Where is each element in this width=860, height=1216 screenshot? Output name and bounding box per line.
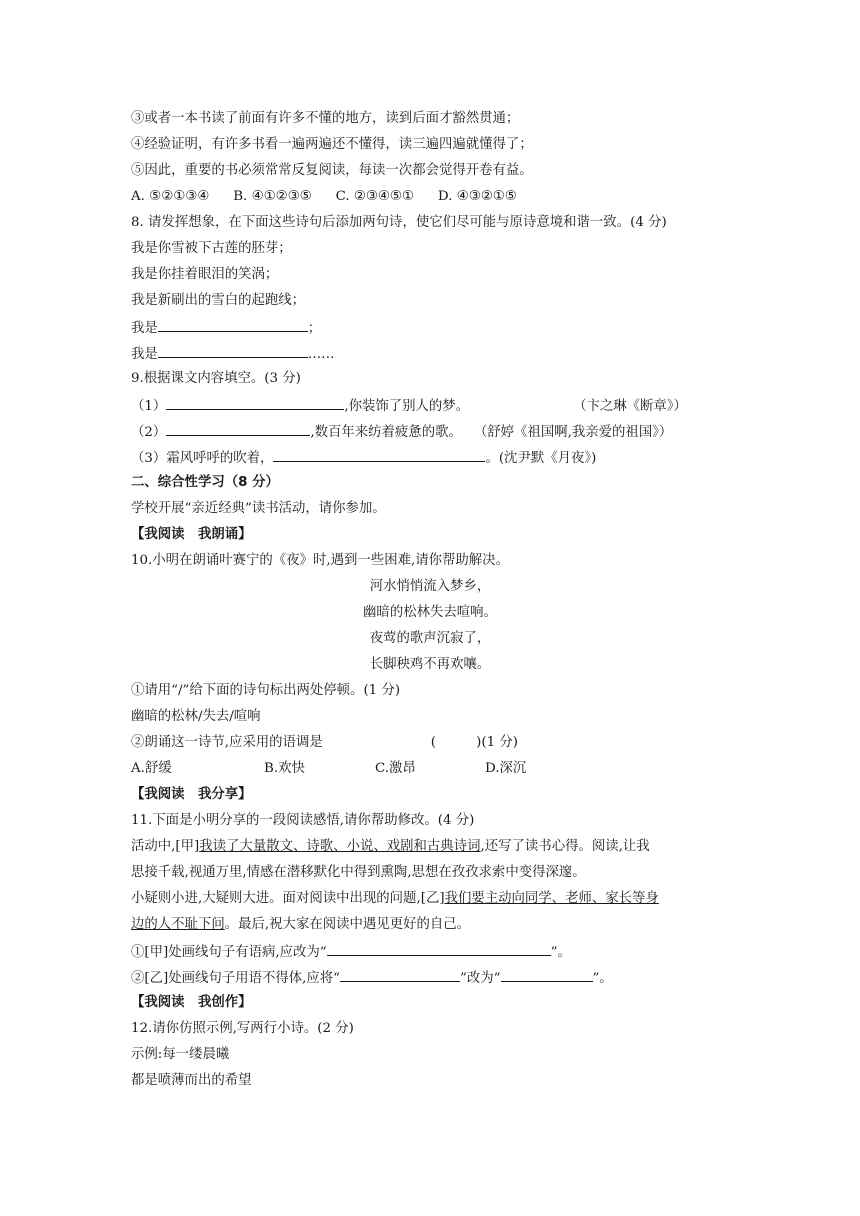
- q8-blank-line-2: 我是 ……: [131, 343, 335, 363]
- q8-prompt: 8. 请发挥想象，在下面这些诗句后添加两句诗，使它们尽可能与原诗意境和谐一致。(4 分): [131, 215, 667, 230]
- q7-option-b: B. ④①②③⑤: [233, 189, 312, 204]
- q11-passage-line-4: 边的人不耻下问。最后,祝大家在阅读中遇见更好的自己。: [131, 917, 471, 932]
- q12-example-line-2: 都是喷薄而出的希望: [131, 1073, 252, 1088]
- q10-poem-line-2: 幽暗的松林失去喧响。: [363, 605, 497, 620]
- q7-sentence-3: ③或者一本书读了前面有许多不懂的地方，读到后面才豁然贯通；: [131, 111, 520, 126]
- q8-blank-line-1: 我是 ；: [131, 317, 321, 337]
- q10-options: [131, 759, 526, 779]
- q9-answer-blank-2[interactable]: [166, 421, 310, 436]
- q10-option-b: B.欢快: [264, 761, 305, 776]
- subheading-read-share: 【我阅读 我分享】: [131, 787, 252, 802]
- q7-sentence-4: ④经验证明，有许多书看一遍两遍还不懂得，读三遍四遍就懂得了；: [131, 137, 533, 152]
- q11-passage-line-2: 思接千载,视通万里,情感在潜移默化中得到熏陶,思想在孜孜求索中变得深邃。: [131, 865, 586, 880]
- q11-passage-line-1: 活动中,[甲]我读了大量散文、诗歌、小说、戏剧和古典诗词,还写了读书心得。阅读,让我: [131, 839, 650, 854]
- q11-prompt: 11.下面是小明分享的一段阅读感悟,请你帮助修改。(4 分): [131, 813, 475, 828]
- q10-poem-line-4: 长脚秧鸡不再欢嚷。: [369, 657, 491, 672]
- q7-sentence-5: ⑤因此，重要的书必须常常反复阅读，每读一次都会觉得开卷有益。: [131, 163, 533, 178]
- q10-option-c: C.激昂: [375, 761, 416, 776]
- q12-example-line-1: 示例:每一缕晨曦: [131, 1047, 230, 1062]
- q11-task-2: ②[乙]处画线句子用语不得体,应将“ ”改为“ ”。: [131, 967, 613, 987]
- q10-task-1: ①请用“/”给下面的诗句标出两处停顿。(1 分): [131, 683, 401, 698]
- q10-poem-line-1: 河水悄悄流入梦乡，: [369, 579, 491, 594]
- q12-prompt: 12.请你仿照示例,写两行小诗。(2 分): [131, 1021, 354, 1036]
- q7-options: [131, 187, 517, 207]
- q7-option-a: A. ⑤②①③④: [131, 189, 210, 204]
- q9-source-2: （舒婷《祖国啊,我亲爱的祖国》）: [473, 425, 673, 440]
- q11-answer-blank-2[interactable]: [340, 967, 460, 982]
- q9-item-2: （2） ,数百年来纺着疲惫的歌。 （舒婷《祖国啊,我亲爱的祖国》）: [131, 421, 672, 441]
- q11-passage-line-3: 小疑则小进,大疑则大进。面对阅读中出现的问题,[乙]我们要主动向同学、老师、家长等身: [131, 891, 659, 906]
- q10-option-d: D.深沉: [485, 761, 527, 776]
- section-2-heading: 二、综合性学习（8 分）: [131, 475, 279, 490]
- q11-underlined-jia: 我读了大量散文、诗歌、小说、戏剧和古典诗词: [199, 839, 481, 854]
- q10-task-2: ②朗诵这一诗节,应采用的语调是 ( )(1 分): [131, 735, 518, 750]
- q7-option-d: D. ④③②①⑤: [437, 189, 517, 204]
- q7-option-c: C. ②③④⑤①: [335, 189, 414, 204]
- q8-poem-line-2: 我是你挂着眼泪的笑涡；: [131, 267, 279, 282]
- q10-option-a: A.舒缓: [131, 761, 172, 776]
- q8-answer-blank-1[interactable]: [158, 317, 308, 332]
- q10-answer-paren[interactable]: ( )(1 分): [430, 735, 518, 750]
- section-2-intro: 学校开展“亲近经典”读书活动，请你参加。: [131, 501, 386, 516]
- q11-underlined-yi-part-2: 边的人不耻下问: [131, 917, 225, 932]
- q11-answer-blank-3[interactable]: [501, 967, 593, 982]
- q10-task-1-answer: 幽暗的松林/失去/喧响: [131, 709, 261, 724]
- q8-answer-blank-2[interactable]: [158, 343, 308, 358]
- subheading-read-recite: 【我阅读 我朗诵】: [131, 527, 252, 542]
- q11-answer-blank-1[interactable]: [327, 941, 551, 956]
- q11-underlined-yi-part-1: 我们要主动向同学、老师、家长等身: [444, 891, 659, 906]
- q8-poem-line-1: 我是你雪被下古莲的胚芽；: [131, 241, 292, 256]
- q10-poem-line-3: 夜莺的歌声沉寂了，: [369, 631, 491, 646]
- q10-prompt: 10.小明在朗诵叶赛宁的《夜》时,遇到一些困难,请你帮助解决。: [131, 553, 509, 568]
- q9-item-3: （3）霜风呼呼的吹着， 。(沈尹默《月夜》): [131, 447, 596, 467]
- q9-answer-blank-3[interactable]: [273, 447, 485, 462]
- q9-answer-blank-1[interactable]: [166, 395, 344, 410]
- q8-poem-line-3: 我是新刷出的雪白的起跑线；: [131, 293, 306, 308]
- q9-item-1: （1） ,你装饰了别人的梦。 （卞之琳《断章》）: [131, 395, 687, 415]
- q9-prompt: 9.根据课文内容填空。(3 分): [131, 371, 301, 386]
- subheading-read-create: 【我阅读 我创作】: [131, 995, 252, 1010]
- q9-source-1: （卞之琳《断章》）: [573, 399, 687, 414]
- q11-task-1: ①[甲]处画线句子有语病,应改为“ ”。: [131, 941, 571, 961]
